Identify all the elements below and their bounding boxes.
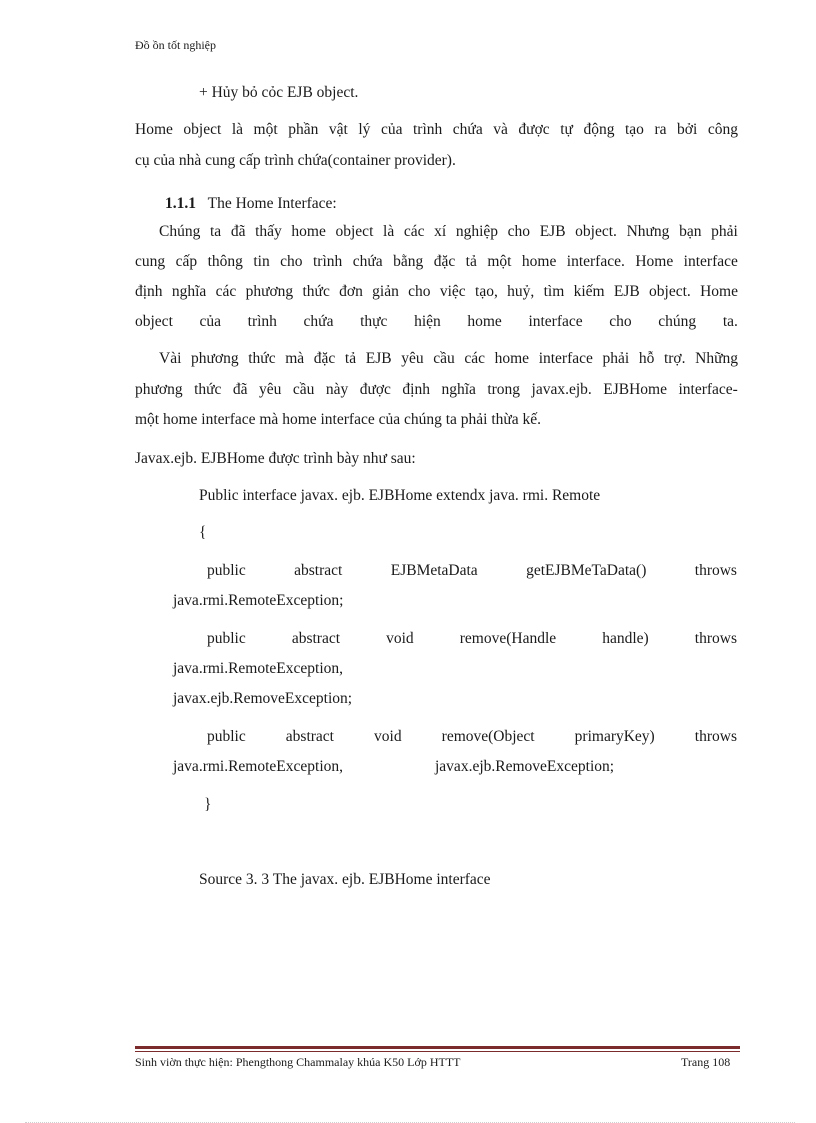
word: handle) (602, 630, 649, 647)
word: bạn (679, 223, 702, 240)
word: trợ. (663, 350, 686, 367)
code-method3-cont-a: java.rmi.RemoteException, (173, 758, 344, 775)
word: các (464, 350, 485, 367)
para3-line2 (135, 381, 738, 399)
word: định (402, 381, 430, 398)
word: object (135, 313, 173, 330)
word: public (207, 630, 246, 647)
word: này (325, 381, 349, 398)
word: thức (194, 381, 222, 398)
para2-line2 (135, 253, 738, 271)
para2-line1 (159, 223, 738, 241)
word: Home (635, 253, 674, 270)
word: được (359, 381, 391, 398)
word: interface (528, 313, 583, 330)
word: interface (538, 350, 593, 367)
word: interface (683, 253, 738, 270)
word: thức (248, 350, 276, 367)
word: các (215, 283, 237, 300)
word: lý (358, 121, 371, 138)
word: interface- (678, 381, 738, 398)
word: abstract (285, 728, 334, 745)
word: đã (230, 223, 246, 240)
word: phương (191, 350, 239, 367)
source-caption: Source 3. 3 The javax. ejb. EJBHome interface (199, 871, 491, 888)
word: phải (711, 223, 738, 240)
code-close-brace: } (204, 796, 212, 813)
word: chúng (658, 313, 697, 330)
word: động (583, 121, 615, 138)
word: đã (232, 381, 248, 398)
word: void (386, 630, 414, 647)
word: trình (313, 253, 343, 270)
word: throws (694, 728, 737, 745)
word: home (291, 223, 326, 240)
word: thức (302, 283, 330, 300)
word: trong (487, 381, 521, 398)
word: interface. (566, 253, 625, 270)
code-method3 (207, 728, 737, 746)
word: chứa (352, 253, 383, 270)
word: Những (695, 350, 738, 367)
word: Home (700, 283, 738, 300)
word: object. (575, 223, 617, 240)
word: ta (209, 223, 222, 240)
word: cấp (175, 253, 198, 270)
word: home (494, 350, 530, 367)
footer-rule-thin (135, 1051, 740, 1052)
word: Home (135, 121, 173, 138)
word: throws (694, 562, 737, 579)
word: Nhưng (626, 223, 670, 240)
word: nghĩa (171, 283, 207, 300)
para2-line4 (135, 313, 738, 331)
word: abstract (291, 630, 341, 647)
word: object (183, 121, 222, 138)
word: kiếm (573, 283, 605, 300)
code-method2-cont2: javax.ejb.RemoveException; (173, 690, 353, 707)
word: Chúng (159, 223, 201, 240)
word: định (135, 283, 163, 300)
code-declaration: Public interface javax. ejb. EJBHome extendx java. rmi. Remote (199, 487, 601, 504)
word: đơn (339, 283, 363, 300)
word: yêu (401, 350, 424, 367)
word: home (521, 253, 557, 270)
word: thông (207, 253, 243, 270)
word: xí (434, 223, 447, 240)
word: đặc (433, 253, 456, 270)
word: EJBHome (603, 381, 667, 398)
word: tự (560, 121, 573, 138)
word: Vài (159, 350, 182, 367)
word: cung (135, 253, 166, 270)
word: chứa (452, 121, 483, 138)
para3-line1 (159, 350, 738, 368)
word: EJB (365, 350, 392, 367)
word: public (207, 728, 246, 745)
word: tạo, (475, 283, 498, 300)
word: remove(Object (441, 728, 535, 745)
word: chứa (303, 313, 334, 330)
word: huỷ, (507, 283, 535, 300)
word: throws (694, 630, 737, 647)
word: object. (649, 283, 691, 300)
page-header: Đồ ồn tốt nghiệp (135, 38, 216, 52)
word: thực (360, 313, 388, 330)
word: tả (465, 253, 477, 270)
word: bởi (677, 121, 698, 138)
code-intro: Javax.ejb. EJBHome được trình bày như sau: (135, 450, 416, 467)
word: phương (245, 283, 294, 300)
word: public (207, 562, 246, 579)
word: trình (247, 313, 277, 330)
section-heading (165, 195, 337, 213)
code-method1 (207, 562, 737, 580)
para1-line1 (135, 121, 738, 139)
word: nghiệp (455, 223, 499, 240)
heading-number: 1.1.1 (165, 195, 196, 212)
word: phải (602, 350, 630, 367)
word: trình (412, 121, 443, 138)
word: tạo (624, 121, 644, 138)
word: hỗ (638, 350, 655, 367)
para2-line3 (135, 283, 738, 301)
word: object (335, 223, 374, 240)
word: các (403, 223, 425, 240)
code-method2-cont1: java.rmi.RemoteException, (173, 660, 344, 677)
code-method3-cont-b: javax.ejb.RemoveException; (435, 758, 615, 775)
word: một (253, 121, 278, 138)
word: việc (439, 283, 466, 300)
word: mà (285, 350, 305, 367)
word: getEJBMeTaData() (526, 562, 647, 579)
word: abstract (294, 562, 343, 579)
word: cầu (433, 350, 455, 367)
word: giản (372, 283, 399, 300)
code-open-brace: { (199, 524, 207, 541)
word: và (493, 121, 508, 138)
word: bằng (393, 253, 424, 270)
word: nghĩa (441, 381, 476, 398)
word: home (467, 313, 502, 330)
word: một (487, 253, 512, 270)
word: remove(Handle (459, 630, 557, 647)
para1-line2: cụ của nhà cung cấp trình chứa(container provider). (135, 152, 456, 169)
word: phần (288, 121, 319, 138)
code-method1-cont: java.rmi.RemoteException; (173, 592, 344, 609)
word: cho (280, 253, 303, 270)
word: là (231, 121, 244, 138)
footer-rule-thick (135, 1046, 740, 1049)
word: hiện (414, 313, 441, 330)
word: công (707, 121, 738, 138)
word: được (518, 121, 550, 138)
word: cho (507, 223, 531, 240)
word: thấy (255, 223, 282, 240)
word: cho (408, 283, 431, 300)
word: đặc (313, 350, 336, 367)
bullet-item: + Hủy bỏ cỏc EJB object. (199, 84, 359, 101)
word: cầu (292, 381, 315, 398)
footer-student: Sinh viờn thực hiện: Phengthong Chammalay khúa K50 Lớp HTTT (135, 1055, 461, 1069)
word: void (374, 728, 402, 745)
word: tin (253, 253, 270, 270)
word: ta. (722, 313, 738, 330)
word: tìm (543, 283, 565, 300)
word: của (199, 313, 222, 330)
word: của (380, 121, 403, 138)
word: EJB (613, 283, 640, 300)
word: là (383, 223, 395, 240)
code-method2 (207, 630, 737, 648)
word: ra (654, 121, 667, 138)
word: phương (135, 381, 183, 398)
word: vật (328, 121, 348, 138)
word: EJBMetaData (390, 562, 478, 579)
word: yêu (259, 381, 282, 398)
word: tả (344, 350, 357, 367)
word: primaryKey) (574, 728, 655, 745)
word: EJB (539, 223, 566, 240)
footer-page-number: Trang 108 (681, 1055, 731, 1069)
word: javax.ejb. (531, 381, 592, 398)
heading-title: The Home Interface: (207, 195, 337, 212)
word: cho (609, 313, 632, 330)
para3-line3: một home interface mà home interface của chúng ta phải thừa kế. (135, 411, 542, 428)
